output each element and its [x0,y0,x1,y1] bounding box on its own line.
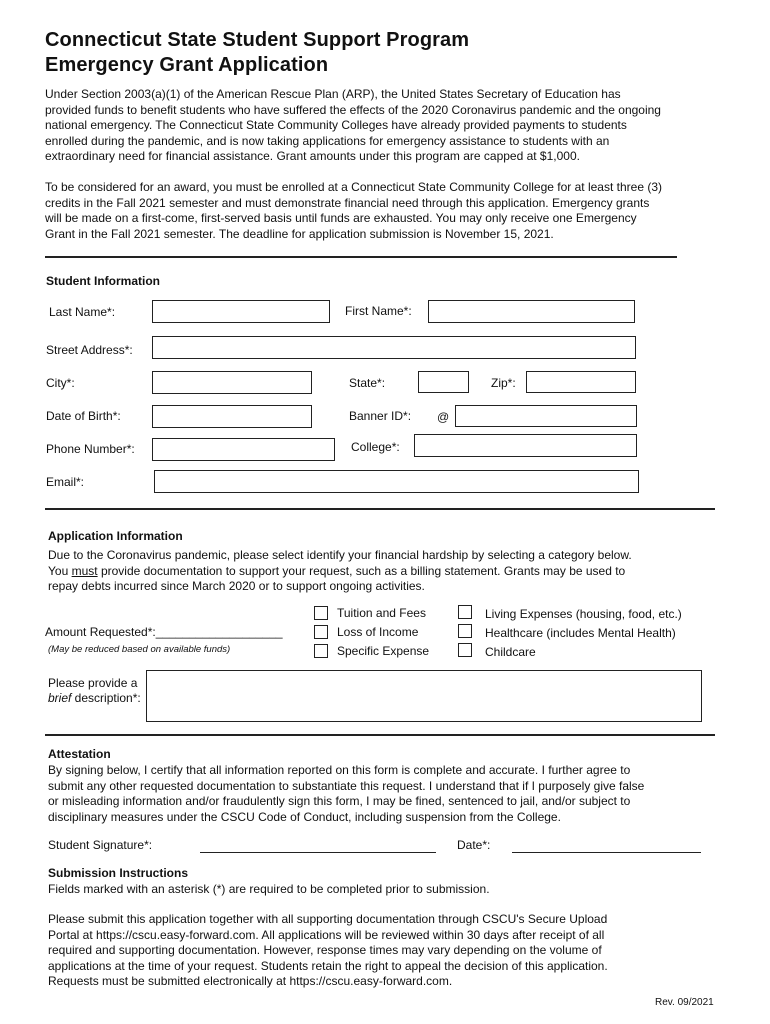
childcare-label: Childcare [485,645,536,659]
attestation-line: disciplinary measures under the CSCU Code of Conduct, including suspension from the College. [48,809,561,824]
living-expenses-label: Living Expenses (housing, food, etc.) [485,607,682,621]
specific-expense-checkbox[interactable] [314,644,328,658]
email-field[interactable] [154,470,639,493]
attestation-line: By signing below, I certify that all information reported on this form is complete and accurate. I further agree to [48,763,631,777]
intro-line: national emergency. The Connecticut State Community Colleges have already provided payments to students [45,118,627,133]
healthcare-label: Healthcare (includes Mental Health) [485,626,676,640]
banner-id-prefix: @ [437,410,450,424]
signature-line[interactable] [200,852,436,853]
intro-line: enrolled during the pandemic, and is now taking applications for emergency assistance to students with an [45,133,610,148]
amount-requested-label[interactable]: Amount Requested*:___________________ [45,625,283,639]
street-address-label: Street Address*: [46,343,133,357]
street-address-field[interactable] [152,336,636,359]
required-fields-note: Fields marked with an asterisk (*) are required to be completed prior to submission. [48,882,490,896]
page-subtitle: Emergency Grant Application [45,54,329,76]
eligibility-line: Grant in the Fall 2021 semester. The deadline for application submission is November 15, 2021. [45,226,554,241]
intro-paragraph [45,87,661,165]
dob-label: Date of Birth*: [46,409,121,423]
tuition-checkbox[interactable] [314,606,328,620]
date-label: Date*: [457,838,491,852]
application-description [48,548,632,595]
zip-field[interactable] [526,371,636,393]
student-info-heading: Student Information [46,274,160,288]
childcare-checkbox[interactable] [458,643,472,657]
specific-expense-label: Specific Expense [337,644,430,658]
state-field[interactable] [418,371,469,393]
living-expenses-checkbox[interactable] [458,605,472,619]
intro-line: extraordinary need for financial assistance. Grant amounts under this program are capped at $1,000. [45,149,580,164]
college-label: College*: [351,440,400,454]
last-name-label: Last Name*: [49,305,116,319]
section-divider [45,734,715,736]
application-desc-line: Due to the Coronavirus pandemic, please select identify your financial hardship by selecting a category below. [48,548,632,562]
application-info-heading: Application Information [48,529,183,543]
page-title: Connecticut State Student Support Program [45,29,470,51]
section-divider [45,508,715,510]
banner-id-field[interactable] [455,405,637,427]
submission-line: Please submit this application together with all supporting documentation through CSCU's Secure Upload [48,912,608,926]
application-desc-line: You must provide documentation to support your request, such as a billing statement. Grants may be used to [48,563,626,578]
loss-of-income-label: Loss of Income [337,625,419,639]
attestation-heading: Attestation [48,747,111,761]
signature-label: Student Signature*: [48,838,153,852]
description-label-line2: brief description*: [48,691,141,705]
state-label: State*: [349,376,386,390]
healthcare-checkbox[interactable] [458,624,472,638]
description-textarea[interactable] [146,670,702,722]
phone-field[interactable] [152,438,335,461]
eligibility-paragraph [45,180,662,242]
banner-id-label: Banner ID*: [349,409,412,423]
application-desc-line: repay debts incurred since March 2020 or to support ongoing activities. [48,579,425,594]
city-label: City*: [46,376,75,390]
submission-line: applications at the time of your request. Students retain the right to appeal the decision of this application. [48,958,608,973]
emphasis-must: must [71,563,98,578]
submission-line: required and supporting documentation. However, response times may vary depending on the volume of [48,943,602,958]
eligibility-line: will be made on a first-come, first-served basis until funds are exhausted. You may only receive one Emergency [45,211,637,226]
email-label: Email*: [46,475,85,489]
section-divider [45,256,677,258]
intro-line: Under Section 2003(a)(1) of the American Rescue Plan (ARP), the United States Secretary of Education has [45,87,621,101]
submission-text [48,912,608,990]
amount-note: (May be reduced based on available funds) [48,644,231,655]
first-name-label: First Name*: [345,304,412,318]
eligibility-line: credits in the Fall 2021 semester and must demonstrate financial need through this application. Emergency grants [45,195,650,210]
submission-line: Requests must be submitted electronically at https://cscu.easy-forward.com. [48,974,453,989]
attestation-text [48,763,644,825]
loss-of-income-checkbox[interactable] [314,625,328,639]
last-name-field[interactable] [152,300,330,323]
attestation-line: or misleading information and/or fraudulently sign this form, I may be fined, sentenced to jail, and/or subject to [48,794,631,809]
phone-label: Phone Number*: [46,442,135,456]
college-field[interactable] [414,434,637,457]
eligibility-line: To be considered for an award, you must be enrolled at a Connecticut State Community College for at least three (3) [45,180,662,194]
attestation-line: submit any other requested documentation to substantiate this request. I understand that if I purposely give false [48,778,645,793]
first-name-field[interactable] [428,300,635,323]
date-line[interactable] [512,852,701,853]
submission-line: Portal at https://cscu.easy-forward.com. All applications will be reviewed within 30 days after receipt of all [48,927,605,942]
dob-field[interactable] [152,405,312,428]
city-field[interactable] [152,371,312,394]
intro-line: provided funds to benefit students who have suffered the effects of the 2020 Coronavirus pandemic and the ongoing [45,102,661,117]
revision-date: Rev. 09/2021 [655,997,714,1008]
description-label-line1: Please provide a [48,676,138,690]
tuition-label: Tuition and Fees [337,606,426,620]
submission-heading: Submission Instructions [48,866,189,880]
zip-label: Zip*: [491,376,516,390]
